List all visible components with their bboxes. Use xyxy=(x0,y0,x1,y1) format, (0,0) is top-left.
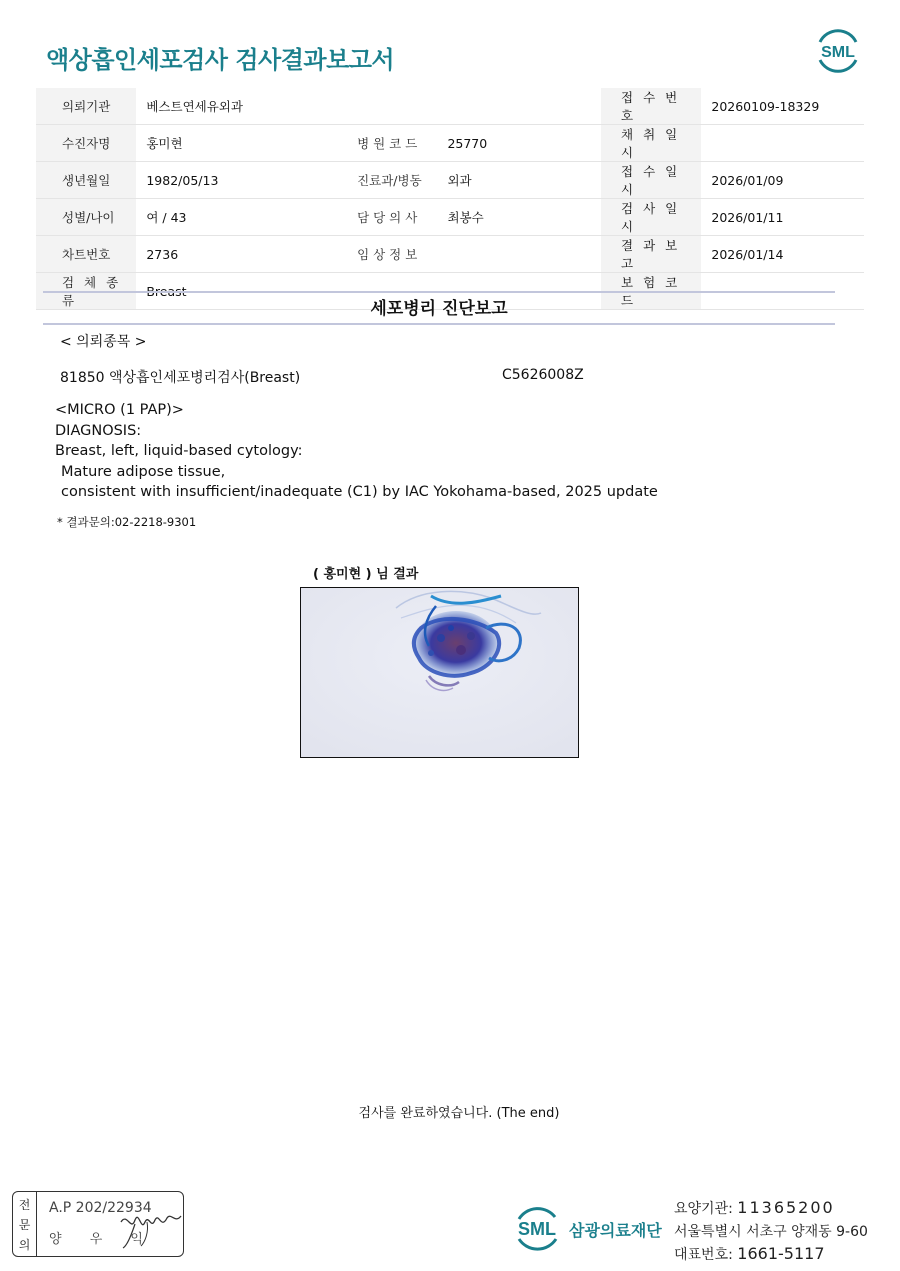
insurance-label: 보 험 코 드 xyxy=(601,273,701,310)
institution-label: 요양기관: xyxy=(674,1201,733,1217)
doctor-value: 최봉수 xyxy=(437,199,601,236)
image-caption: ( 홍미현 ) 님 결과 xyxy=(313,567,419,582)
receive-label: 접 수 일 시 xyxy=(601,162,701,199)
test-date-value: 2026/01/11 xyxy=(701,199,864,236)
micro-line: <MICRO (1 PAP)> xyxy=(55,402,184,418)
request-heading: < 의뢰종목 > xyxy=(60,334,147,350)
patient-label: 수진자명 xyxy=(36,125,136,162)
diagnosis-heading: DIAGNOSIS: xyxy=(55,422,142,439)
receive-value: 2026/01/09 xyxy=(701,162,864,199)
dept-label: 진료과/병동 xyxy=(337,162,437,199)
pathologist-stamp xyxy=(12,1191,184,1257)
hospital-label: 의뢰기관 xyxy=(36,88,136,125)
logo-text: SML xyxy=(518,1219,556,1239)
table-row xyxy=(36,125,864,162)
table-row xyxy=(36,236,864,273)
request-test: 81850 액상흡인세포병리검사(Breast) xyxy=(60,370,301,386)
sml-logo-footer xyxy=(511,1201,563,1255)
stamp-side-char: 문 xyxy=(18,1218,31,1232)
stamp-side-char: 의 xyxy=(18,1238,31,1252)
test-date-label: 검 사 일 시 xyxy=(601,199,701,236)
hospital-value: 베스트연세유외과 xyxy=(136,88,601,125)
clinical-value xyxy=(437,236,601,273)
phone-line xyxy=(674,1243,868,1267)
license-number: A.P 202/22934 xyxy=(49,1200,152,1216)
institution-number: 11365200 xyxy=(737,1198,835,1217)
ward-code-label: 병 원 코 드 xyxy=(337,125,437,162)
report-title: 액상흡인세포검사 검사결과보고서 xyxy=(46,46,395,74)
sex-age-value: 여 / 43 xyxy=(136,199,337,236)
table-row xyxy=(36,199,864,236)
sml-logo xyxy=(812,28,864,74)
contact-info: * 결과문의:02-2218-9301 xyxy=(57,515,197,529)
collect-label: 채 취 일 시 xyxy=(601,125,701,162)
receipt-no-value: 20260109-18329 xyxy=(701,88,864,125)
section-rule-top xyxy=(43,291,835,293)
address-line: 서울특별시 서초구 양재동 9-60 xyxy=(674,1223,868,1240)
clinical-label: 임 상 정 보 xyxy=(337,236,437,273)
dob-value: 1982/05/13 xyxy=(136,162,337,199)
signature-icon xyxy=(117,1202,185,1252)
request-order-code: C5626008Z xyxy=(502,367,584,383)
sex-age-label: 성별/나이 xyxy=(36,199,136,236)
specialist-label xyxy=(13,1192,37,1256)
phone-label: 대표번호: xyxy=(674,1247,733,1263)
footer-info xyxy=(674,1197,868,1267)
diagnosis-block xyxy=(55,400,658,503)
specimen-label: 검 체 종 류 xyxy=(36,273,136,310)
phone-number: 1661-5117 xyxy=(737,1244,825,1263)
result-date-label: 결 과 보 고 xyxy=(601,236,701,273)
specimen-value: Breast xyxy=(136,273,601,310)
logo-text: SML xyxy=(821,44,855,61)
chart-no-value: 2736 xyxy=(136,236,337,273)
dept-value: 외과 xyxy=(437,162,601,199)
chart-no-label: 차트번호 xyxy=(36,236,136,273)
diagnosis-site: Breast, left, liquid-based cytology: xyxy=(55,443,303,460)
patient-value: 홍미현 xyxy=(136,125,337,162)
receipt-no-label: 접 수 번 호 xyxy=(601,88,701,125)
pathologist-name: 양 우 익 xyxy=(49,1232,155,1247)
table-row xyxy=(36,88,864,125)
diagnosis-finding: Mature adipose tissue, xyxy=(61,463,226,480)
stamp-side-char: 전 xyxy=(18,1198,31,1212)
result-date-value: 2026/01/14 xyxy=(701,236,864,273)
cytology-image xyxy=(300,587,579,758)
table-row xyxy=(36,162,864,199)
collect-value xyxy=(701,125,864,162)
dob-label: 생년월일 xyxy=(36,162,136,199)
cytology-micrograph xyxy=(301,588,579,758)
ward-code-value: 25770 xyxy=(437,125,601,162)
section-title: 세포병리 진단보고 xyxy=(370,299,508,319)
diagnosis-conclusion: consistent with insufficient/inadequate (C1) by IAC Yokohama-based, 2025 update xyxy=(61,484,658,501)
completion-message: 검사를 완료하였습니다. (The end) xyxy=(358,1106,560,1121)
foundation-name: 삼광의료재단 xyxy=(569,1221,662,1240)
doctor-label: 담 당 의 사 xyxy=(337,199,437,236)
section-rule-bottom xyxy=(43,323,835,325)
patient-info-table xyxy=(36,88,864,310)
institution-line xyxy=(674,1197,868,1221)
